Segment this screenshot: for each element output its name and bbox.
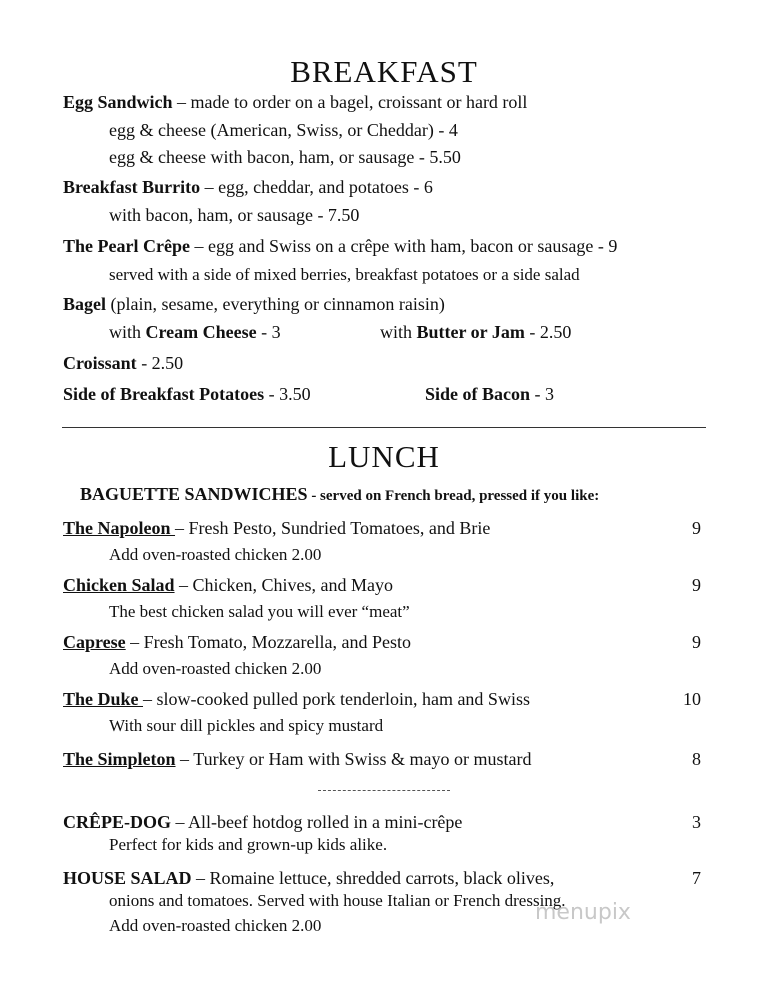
cream-cheese-price: - 3 [256,322,281,342]
simpleton-line [63,749,532,770]
simpleton-name: The Simpleton [63,749,176,769]
croissant-price: - 2.50 [136,353,184,373]
baguette-desc: - served on French bread, pressed if you like: [307,488,600,504]
chicken-salad-name: Chicken Salad [63,575,175,595]
caprese-price: 9 [692,632,701,652]
bacon-line [425,384,554,405]
duke-note: With sour dill pickles and spicy mustard [109,716,384,735]
caprese-addon: Add oven-roasted chicken 2.00 [109,659,322,678]
potatoes-line [63,384,311,405]
caprese-name: Caprese [63,632,126,652]
watermark-logo: menupix [535,900,631,925]
bagel-butter-jam [380,322,571,343]
napoleon-addon: Add oven-roasted chicken 2.00 [109,545,322,564]
burrito-name: Breakfast Burrito [63,177,201,197]
egg-sandwich-desc: – made to order on a bagel, croissant or hard roll [172,92,528,112]
baguette-heading: BAGUETTE SANDWICHES [80,484,308,504]
bagel-cream-cheese [109,322,281,343]
egg-sandwich-option-1: egg & cheese (American, Swiss, or Cheddar) - 4 [109,120,458,140]
lunch-title: LUNCH [328,439,440,474]
burrito-line [63,177,433,198]
napoleon-line [63,518,490,539]
with-label: with [380,322,417,342]
breakfast-title: BREAKFAST [290,54,478,89]
duke-desc: – slow-cooked pulled pork tenderloin, ham and Swiss [143,689,530,709]
crepe-dog-desc: – All-beef hotdog rolled in a mini-crêpe [171,812,463,832]
house-salad-line [63,868,554,889]
caprese-desc: – Fresh Tomato, Mozzarella, and Pesto [125,632,412,652]
chicken-salad-price: 9 [692,575,701,595]
crepe-dog-note: Perfect for kids and grown-up kids alike. [109,835,388,854]
bacon-price: - 3 [530,384,555,404]
croissant-line [63,353,183,374]
napoleon-desc: – Fresh Pesto, Sundried Tomatoes, and Brie [175,518,491,538]
bacon-name: Side of Bacon [425,384,531,404]
burrito-option: with bacon, ham, or sausage - 7.50 [109,205,360,225]
egg-sandwich-line [63,92,527,113]
house-salad-price: 7 [692,868,701,888]
house-salad-dressing: onions and tomatoes. Served with house Italian or French dressing. [109,891,566,910]
egg-sandwich-option-2: egg & cheese with bacon, ham, or sausage - 5.50 [109,147,461,167]
section-divider [62,427,706,428]
pearl-crepe-line [63,236,617,257]
house-salad-desc: – Romaine lettuce, shredded carrots, black olives, [191,868,555,888]
bagel-line [63,294,445,315]
dashed-divider [318,790,450,791]
pearl-crepe-name: The Pearl Crêpe [63,236,190,256]
house-salad-name: HOUSE SALAD [63,868,192,888]
crepe-dog-price: 3 [692,812,701,832]
chicken-salad-desc: – Chicken, Chives, and Mayo [174,575,394,595]
house-salad-addon: Add oven-roasted chicken 2.00 [109,916,322,935]
duke-name: The Duke [63,689,144,709]
duke-price: 10 [683,689,701,709]
egg-sandwich-name: Egg Sandwich [63,92,173,112]
cream-cheese-label: Cream Cheese [145,322,257,342]
chicken-salad-note: The best chicken salad you will ever “meat” [109,602,410,621]
with-label: with [109,322,146,342]
caprese-line [63,632,411,653]
napoleon-price: 9 [692,518,701,538]
butter-jam-price: - 2.50 [524,322,572,342]
pearl-crepe-sides: served with a side of mixed berries, breakfast potatoes or a side salad [109,265,580,284]
napoleon-name: The Napoleon [63,518,176,538]
chicken-salad-line [63,575,393,596]
simpleton-desc: – Turkey or Ham with Swiss & mayo or mustard [175,749,532,769]
burrito-desc: – egg, cheddar, and potatoes - 6 [200,177,433,197]
baguette-heading-line [80,484,599,505]
bagel-name: Bagel [63,294,106,314]
duke-line [63,689,530,710]
pearl-crepe-desc: – egg and Swiss on a crêpe with ham, bacon or sausage - 9 [189,236,618,256]
croissant-name: Croissant [63,353,137,373]
bagel-desc: (plain, sesame, everything or cinnamon raisin) [106,294,445,314]
crepe-dog-name: CRÊPE-DOG [63,812,171,832]
butter-jam-label: Butter or Jam [416,322,525,342]
simpleton-price: 8 [692,749,701,769]
potatoes-price: - 3.50 [264,384,311,404]
crepe-dog-line [63,812,462,833]
potatoes-name: Side of Breakfast Potatoes [63,384,265,404]
